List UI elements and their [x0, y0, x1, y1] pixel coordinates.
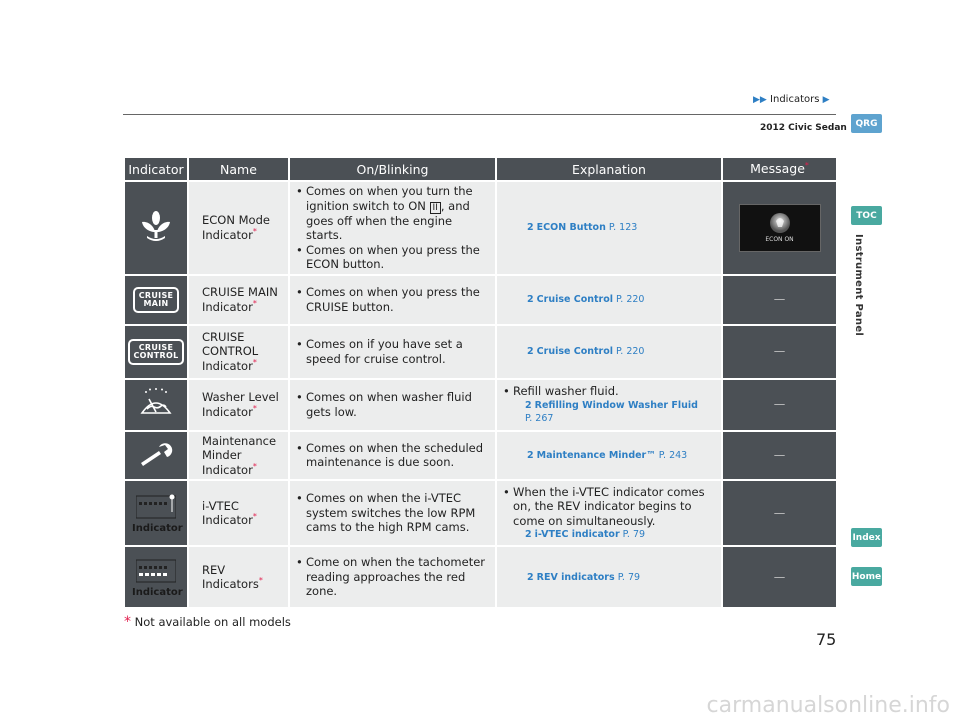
tab-qrg[interactable]: QRG	[851, 114, 882, 133]
rev-name-cell: REV Indicators*	[189, 547, 288, 607]
tab-index[interactable]: Index	[851, 528, 882, 547]
table-header	[125, 158, 836, 180]
econ-on-cell	[290, 182, 495, 274]
washer-indicator-cell	[125, 380, 187, 430]
maintenance-on-cell	[290, 432, 495, 480]
cruise-main-icon: CRUISE MAIN	[133, 287, 180, 313]
ivtec-gauge-icon: Indicator	[132, 486, 180, 536]
xref-icon: 2	[525, 529, 532, 541]
econ-leaf-icon	[138, 208, 174, 244]
cruise-control-message-cell: —	[723, 326, 836, 378]
header-name: Name	[189, 158, 288, 180]
page-number: 75	[816, 630, 837, 649]
table-row	[125, 380, 836, 430]
rev-explanation-cell	[497, 547, 721, 607]
xref-icon: 2	[527, 571, 534, 583]
washer-on-cell	[290, 380, 495, 430]
table-row	[125, 432, 836, 480]
list-item: • Refill washer fluid.	[503, 384, 715, 399]
rev-message-cell: —	[723, 547, 836, 607]
rev-indicator-cell	[125, 547, 187, 607]
maintenance-explanation-cell	[497, 432, 721, 480]
washer-name-cell: Washer Level Indicator*	[189, 380, 288, 430]
econ-display-text: ECON ON	[765, 235, 794, 243]
xref-link[interactable]: 2 Refilling Window Washer Fluid P. 267	[525, 399, 698, 424]
header-on-blinking: On/Blinking	[290, 158, 495, 180]
tab-home[interactable]: Home	[851, 567, 882, 586]
cruise-main-on-cell	[290, 276, 495, 324]
breadcrumb-section[interactable]: Indicators	[770, 94, 820, 105]
cruise-main-explanation-cell	[497, 276, 721, 324]
econ-display-icon	[740, 205, 820, 251]
wrench-icon	[137, 441, 175, 467]
table-row	[125, 481, 836, 545]
xref-link[interactable]: 2 REV indicators P. 79	[527, 571, 641, 583]
econ-indicator-cell	[125, 182, 187, 274]
xref-icon: 2	[527, 346, 534, 357]
double-arrow-icon: ▶▶	[753, 95, 767, 105]
ivtec-message-cell: —	[723, 481, 836, 545]
econ-message-cell	[723, 182, 836, 274]
list-item: • When the i-VTEC indicator comes on, the REV indicator begins to come on simultaneously.	[503, 485, 715, 529]
list-item: • Comes on when you press the ECON button.	[296, 243, 489, 272]
list-item: • Comes on when washer fluid gets low.	[296, 390, 489, 419]
cruise-main-name-cell: CRUISE MAIN Indicator*	[189, 276, 288, 324]
table-row	[125, 276, 836, 324]
xref-link[interactable]: 2 ECON Button P. 123	[527, 222, 638, 234]
list-item: • Comes on when you press the CRUISE button.	[296, 285, 489, 314]
table-row	[125, 326, 836, 378]
maintenance-indicator-cell	[125, 432, 187, 480]
maintenance-message-cell: —	[723, 432, 836, 480]
table-row	[125, 182, 836, 274]
arrow-icon: ▶	[822, 95, 830, 105]
maintenance-name-cell: Maintenance Minder Indicator*	[189, 432, 288, 480]
washer-explanation-cell	[497, 380, 721, 430]
ivtec-indicator-cell	[125, 481, 187, 545]
tab-toc[interactable]: TOC	[851, 206, 882, 225]
header-explanation: Explanation	[497, 158, 721, 180]
header-rule	[123, 114, 836, 115]
econ-explanation-cell	[497, 182, 721, 274]
washer-message-cell: —	[723, 380, 836, 430]
xref-icon: 2	[527, 294, 534, 305]
list-item: • Comes on when the i-VTEC system switches the low RPM cams to the high RPM cams.	[296, 491, 489, 535]
econ-name-cell: ECON Mode Indicator*	[189, 182, 288, 274]
breadcrumb[interactable]	[753, 94, 830, 105]
cruise-main-message-cell: —	[723, 276, 836, 324]
watermark: carmanualsonline.info	[706, 693, 950, 718]
xref-icon: 2	[527, 222, 534, 234]
list-item: • Come on when the tachometer reading approaches the red zone.	[296, 555, 489, 599]
footnote-text: Not available on all models	[134, 615, 291, 629]
xref-link[interactable]: 2 Maintenance Minder™ P. 243	[527, 449, 688, 461]
xref-icon: 2	[525, 399, 532, 411]
washer-fluid-icon	[136, 387, 176, 419]
cruise-main-indicator-cell	[125, 276, 187, 324]
indicator-table	[123, 156, 838, 609]
cruise-control-explanation-cell	[497, 326, 721, 378]
header-message: Message*	[723, 158, 836, 180]
model-label: 2012 Civic Sedan	[760, 123, 847, 133]
list-item: • Comes on when you turn the ignition switch to ON II , and goes off when the engine starts.	[296, 184, 489, 243]
cruise-control-name-cell: CRUISE CONTROL Indicator*	[189, 326, 288, 378]
section-label: Instrument Panel	[853, 234, 864, 337]
footnote	[124, 614, 291, 630]
xref-link[interactable]: 2 Cruise Control P. 220	[527, 346, 645, 357]
cruise-control-on-cell	[290, 326, 495, 378]
xref-link[interactable]: 2 i-VTEC indicator P. 79	[525, 529, 646, 541]
cruise-control-indicator-cell	[125, 326, 187, 378]
list-item: • Comes on if you have set a speed for cruise control.	[296, 337, 489, 366]
rev-on-cell	[290, 547, 495, 607]
ignition-key: II	[430, 202, 441, 214]
list-item: • Comes on when the scheduled maintenance is due soon.	[296, 441, 489, 470]
table-row	[125, 547, 836, 607]
xref-icon: 2	[527, 449, 534, 461]
cruise-control-icon: CRUISE CONTROL	[128, 339, 185, 365]
ivtec-explanation-cell	[497, 481, 721, 545]
ivtec-on-cell	[290, 481, 495, 545]
xref-link[interactable]: 2 Cruise Control P. 220	[527, 294, 645, 305]
header-indicator: Indicator	[125, 158, 187, 180]
econ-on-display	[739, 204, 821, 252]
ivtec-name-cell: i-VTEC Indicator*	[189, 481, 288, 545]
rev-gauge-icon: Indicator	[132, 550, 180, 600]
footnote-mark: *	[124, 614, 131, 630]
